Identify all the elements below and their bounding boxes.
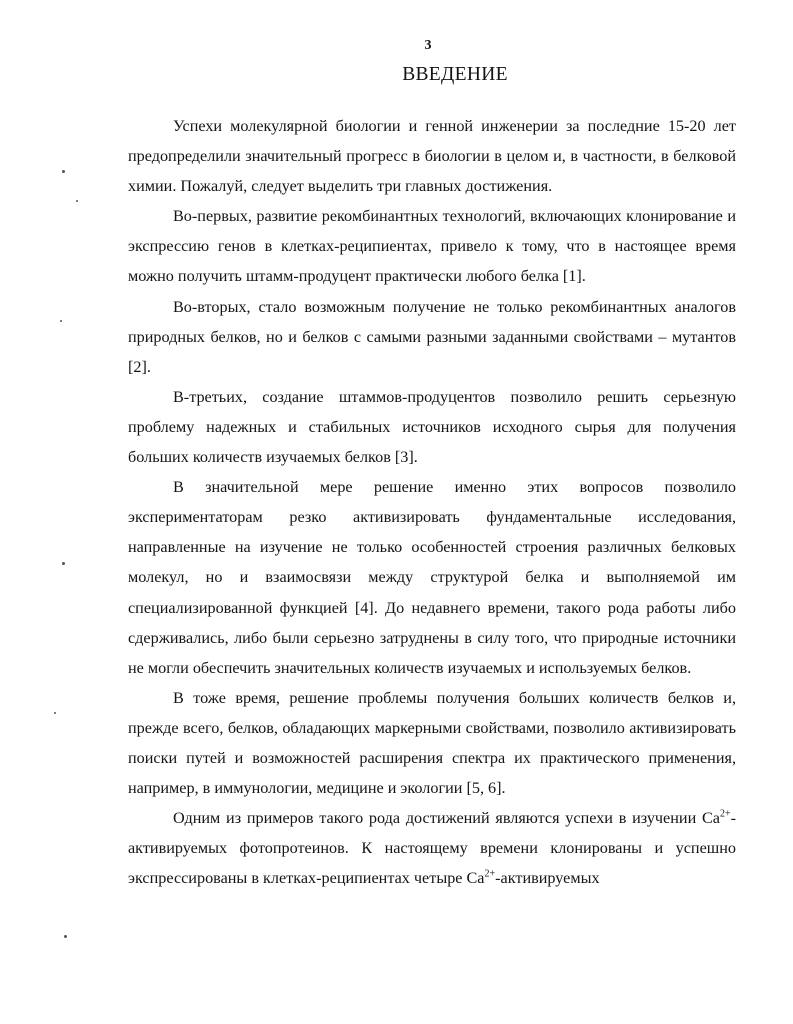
scan-speck xyxy=(62,170,65,173)
paragraph-6: В тоже время, решение проблемы получения больших количеств белков и, прежде всего, белков, обладающих маркерными свойствами, позволило активизировать поиски путей и возможностей расширения спектра их практического применения, например, в иммунологии, медицине и экологии [5, 6]. xyxy=(128,688,736,798)
paragraph-3: Во-вторых, стало возможным получение не только рекомбинантных аналогов природных белков, но и белков с самыми разными заданными свойствами – мутантов [2]. xyxy=(128,297,736,376)
paragraph-7-text-2: -активируемых фотопротеинов. К настоящему времени клонированы и успешно экспрессированы в клетках-реципиентах четыре Ca xyxy=(128,809,736,888)
body-text xyxy=(128,111,736,893)
paragraph-4: В-третьих, создание штаммов-продуцентов позволило решить серьезную проблему надежных и стабильных источников исходного сырья для получения больших количеств изучаемых белков [3]. xyxy=(128,387,736,467)
scan-speck xyxy=(64,935,67,938)
scan-speck xyxy=(76,200,78,202)
paragraph-1: Успехи молекулярной биологии и генной инженерии за последние 15-20 лет предопределили значительный прогресс в биологии в целом и, в частности, в белковой химии. Пожалуй, следует выделить три главных достижения. xyxy=(128,117,736,196)
paragraph-7 xyxy=(128,803,736,893)
ion-charge-superscript: 2+ xyxy=(719,808,731,820)
section-heading: ВВЕДЕНИЕ xyxy=(402,64,508,85)
scan-speck xyxy=(60,320,62,322)
paragraph-2: Во-первых, развитие рекомбинантных технологий, включающих клонирование и экспрессию генов в клетках-реципиентах, привело к тому, что в настоящее время можно получить штамм-продуцент практически любого белка [1]. xyxy=(128,207,736,286)
scan-speck xyxy=(62,562,65,565)
paragraph-5: В значительной мере решение именно этих вопросов позволило экспериментаторам резко активизировать фундаментальные исследования, направленные на изучение не только особенностей строения различных белковых молекул, но и взаимосвязи между структурой белка и выполняемой им специализированной функцией [4]. До недавнего времени, такого рода работы либо сдерживались, либо были серьезно затруднены в силу того, что природные источники не могли обеспечить значительных количеств изучаемых и используемых белков. xyxy=(128,478,736,677)
scan-speck xyxy=(54,712,56,714)
paragraph-7-text-3: -активируемых xyxy=(495,869,600,888)
paragraph-7-text-1: Одним из примеров такого рода достижений являются успехи в изучении Ca xyxy=(173,809,720,828)
page-number: 3 xyxy=(424,38,432,53)
ion-charge-superscript: 2+ xyxy=(484,868,496,880)
